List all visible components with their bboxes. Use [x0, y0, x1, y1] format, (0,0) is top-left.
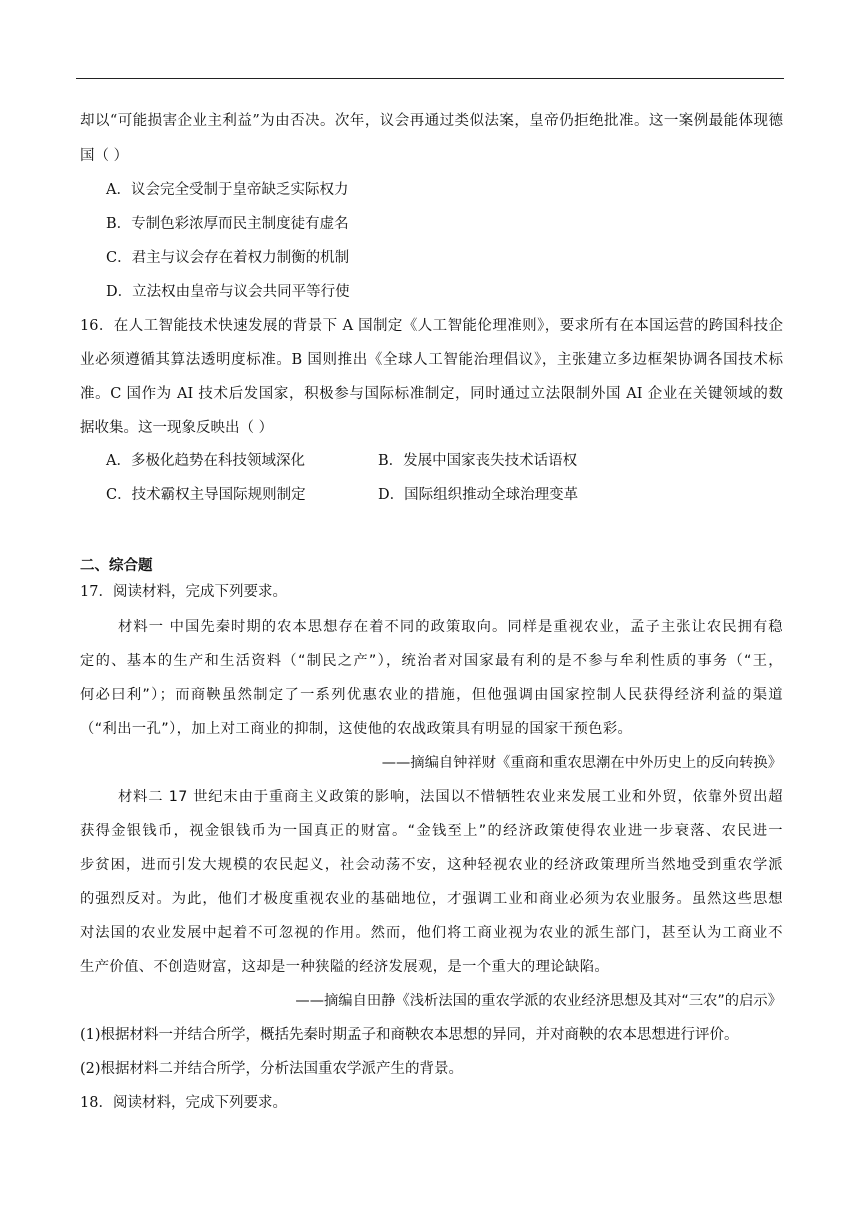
q15-option-b[interactable]: B．专制色彩浓厚而民主制度徒有虚名	[106, 216, 349, 232]
q17-material2-line-2: 获得金银钱币，视金银钱币为一国真正的财富。“金钱至上”的经济政策使得农业进一步衰落、农民进一	[80, 823, 783, 839]
q15-option-a[interactable]: A．议会完全受制于皇帝缺乏实际权力	[106, 182, 349, 198]
q16-option-a[interactable]: A．多极化趋势在科技领域深化	[106, 453, 305, 469]
q17-material1-line-3: 何必曰利”）；而商鞅虽然制定了一系列优惠农业的措施，但他强调由国家控制人民获得经济利益的渠道	[80, 687, 783, 703]
header-rule	[76, 78, 784, 79]
q15-stem-line-1: 却以“可能损害企业主利益”为由否决。次年，议会再通过类似法案，皇帝仍拒绝批准。这一案例最能体现德	[80, 113, 783, 129]
q18-stem: 18．阅读材料，完成下列要求。	[80, 1095, 287, 1111]
q17-requirement-1: (1)根据材料一并结合所学，概括先秦时期孟子和商鞅农本思想的异同，并对商鞅的农本思想进行评价。	[80, 1027, 739, 1043]
q15-option-c[interactable]: C．君主与议会存在着权力制衡的机制	[106, 250, 350, 266]
q17-material1-line-1: 材料一 中国先秦时期的农本思想存在着不同的政策取向。同样是重视农业，孟子主张让农民拥有稳	[118, 619, 783, 635]
q16-stem-line-2: 业必须遵循其算法透明度标准。B 国则推出《全球人工智能治理倡议》，主张建立多边框架协调各国技术标	[80, 352, 783, 368]
q15-stem-line-2: 国（ ）	[80, 148, 129, 164]
section-heading: 二、综合题	[80, 558, 153, 574]
q16-stem-line-3: 准。C 国作为 AI 技术后发国家，积极参与国际标准制定，同时通过立法限制外国 AI 企业在关键领域的数	[80, 386, 783, 402]
q17-material1-line-4: （“利出一孔”），加上对工商业的抑制，这使他的农战政策具有明显的国家干预色彩。	[80, 721, 633, 737]
q17-material2-line-1: 材料二 17 世纪末由于重商主义政策的影响，法国以不惜牺牲农业来发展工业和外贸，依靠外贸出超	[118, 789, 783, 805]
q16-option-b[interactable]: B．发展中国家丧失技术话语权	[378, 453, 578, 469]
q17-source1: ——摘编自钟祥财《重商和重农思潮在中外历史上的反向转换》	[381, 755, 782, 771]
q16-option-c[interactable]: C．技术霸权主导国际规则制定	[106, 487, 306, 503]
q17-material2-line-4: 的强烈反对。为此，他们才极度重视农业的基础地位，才强调工业和商业必须为农业服务。虽然这些思想	[80, 891, 783, 907]
q17-stem: 17．阅读材料，完成下列要求。	[80, 584, 287, 600]
q17-material1-line-2: 定的、基本的生产和生活资料（“制民之产”），统治者对国家最有利的是不参与牟利性质的事务（“王，	[80, 653, 783, 669]
q16-option-d[interactable]: D．国际组织推动全球治理变革	[378, 487, 579, 503]
q16-stem-line-1: 16．在人工智能技术快速发展的背景下 A 国制定《人工智能伦理准则》，要求所有在本国运营的跨国科技企	[80, 318, 783, 334]
q17-source2: ——摘编自田静《浅析法国的重农学派的农业经济思想及其对“三农”的启示》	[295, 993, 782, 1009]
q17-material2-line-5: 对法国的农业发展中起着不可忽视的作用。然而，他们将工商业视为农业的派生部门，甚至认为工商业不	[80, 925, 783, 941]
q16-stem-line-4: 据收集。这一现象反映出（ ）	[80, 420, 274, 436]
q15-option-d[interactable]: D．立法权由皇帝与议会共同平等行使	[106, 284, 350, 300]
q17-requirement-2: (2)根据材料二并结合所学，分析法国重农学派产生的背景。	[80, 1061, 464, 1077]
q17-material2-line-6: 生产价值、不创造财富，这却是一种狭隘的经济发展观，是一个重大的理论缺陷。	[80, 959, 610, 975]
q17-material2-line-3: 步贫困，进而引发大规模的农民起义，社会动荡不安，这种轻视农业的经济政策理所当然地受到重农学派	[80, 857, 783, 873]
